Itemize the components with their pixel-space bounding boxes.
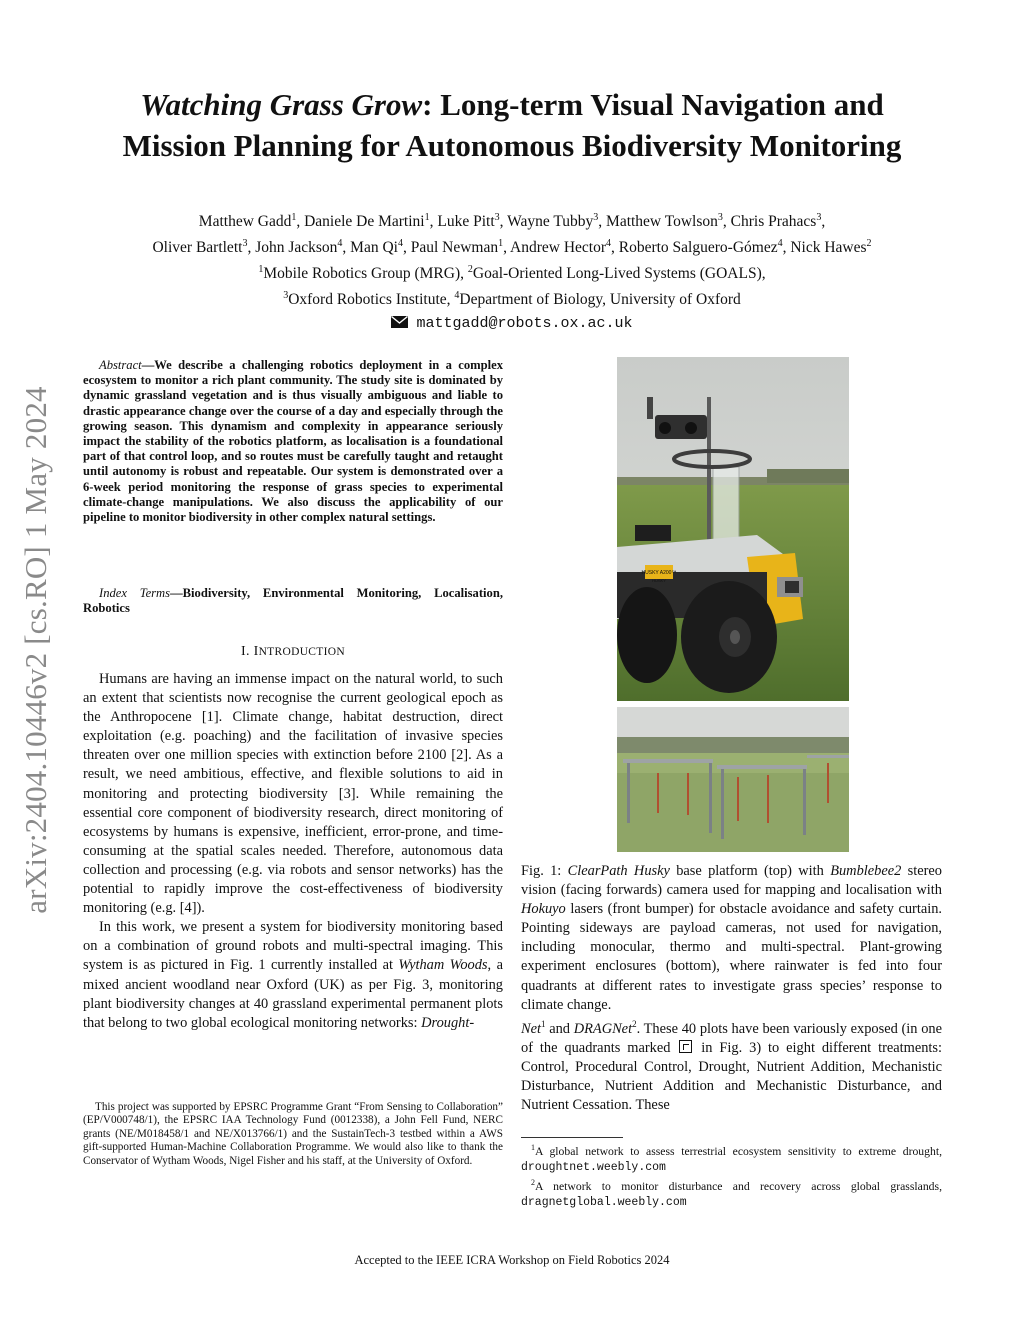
- abstract-label: Abstract: [99, 358, 142, 372]
- author: John Jackson: [255, 239, 338, 257]
- author: Matthew Towlson: [606, 213, 718, 231]
- author-line-1: Matthew Gadd$^1$, Daniele De Martini$^1$, Luke Pitt$^3$, Wayne Tubby$^3$, Matthew Towlson$^3$, Chris Prahacs$^3$,: [198, 212, 826, 231]
- funding-footnote: This project was supported by EPSRC Programme Grant “From Sensing to Collaboration” (EP/V000748/1), the EPSRC IAA Technology Fund (0012338), a John Fell Fund, NERC grants (NE/M018458/1 and NE/X013766/1) and the SustainTech-3 testbed within a AWS gift-supported Human-Machine Collaboration Programme. We would also like to thank the Conservator of Wytham Woods, Nigel Fisher and his staff, at the University of Oxford.: [83, 1101, 503, 1167]
- footnote-1: $^1$A global network to assess terrestrial ecosystem sensitivity to extreme drought, droughtnet.weebly.com: [521, 1143, 942, 1174]
- title-italic: Watching Grass Grow: [140, 87, 423, 122]
- author: Matthew Gadd: [198, 213, 292, 231]
- author: Luke Pitt: [437, 213, 495, 231]
- index-terms-label: Index Terms: [99, 586, 171, 600]
- affiliation-line-1: $^1$Mobile Robotics Group (MRG), $^2$Goal-Oriented Long-Lived Systems (GOALS),: [258, 264, 766, 283]
- author: Nick Hawes: [790, 239, 867, 257]
- author-block: [60, 207, 964, 335]
- title-line2: Mission Planning for Autonomous Biodiversity Monitoring: [122, 128, 902, 163]
- section-heading: I. INTRODUCTION: [241, 644, 345, 659]
- index-terms-text: —Biodiversity, Environmental Monitoring, Localisation, Robotics: [83, 586, 503, 616]
- quadrant-icon: [679, 1040, 692, 1053]
- intro-paragraph-1: Humans are having an immense impact on the natural world, to such an extent that scientists now recognise the current geological epoch as the Anthropocene [1]. Climate change, habitat destruction, direct exploitation (e.g. poaching) and the facilitation of invasive species threaten over one million species with extinction before 2100 [2]. As a result, we need ambitious, effective, and flexible solutions to aid in monitoring and protecting biodiversity [3]. While remaining the essential core component of biodiversity research, direct monitoring of ecosystems by humans is expensive, inefficient, error-prone, and time-consuming at the spatial scales needed. Therefore, autonomous data collection and processing (e.g. via robots and sensor networks) has the potential to rapidly improve the cost-effectiveness of biodiversity monitoring (e.g. [4]).: [83, 671, 503, 917]
- envelope-icon: [391, 316, 408, 328]
- email-line: [60, 312, 964, 335]
- page-footer: Accepted to the IEEE ICRA Workshop on Field Robotics 2024: [354, 1253, 670, 1267]
- author: Man Qi: [350, 239, 398, 257]
- author: Paul Newman: [410, 239, 499, 257]
- robot-photo: [617, 357, 849, 701]
- footnote-rule: [521, 1137, 623, 1138]
- footnote-2: $^2$A network to monitor disturbance and recovery across global grasslands, dragnetglobal.weebly.com: [521, 1177, 942, 1209]
- introduction-body: [83, 670, 503, 1033]
- intro-paragraph-2: In this work, we present a system for biodiversity monitoring based on a combination of ground robots and multi-spectral imaging. This system is as pictured in Fig. 1 currently installed at Wytham Woods, a mixed ancient woodland near Oxford (UK) as per Fig. 3, monitoring plant biodiversity changes at 40 grassland experimental permanent plots that belong to two global ecological monitoring networks: Drought-: [83, 919, 503, 1031]
- abstract-text: —We describe a challenging robotics deployment in a complex ecosystem to monitor a rich plant community. The study site is dominated by dynamic grassland vegetation and is thus visually ambiguous and liable to drastic appearance change over the course of a day and especially through the growing season. This dynamism and complexity in appearance seriously impact the stability of the robotics platform, as localisation is a foundational part of that control loop, and so routes must be carefully taught and retaught until autonomy is robust and repeatable. Our system is demonstrated over a 6-week period monitoring the response of grass species to experimental climate-change manipulations. We also discuss the applicability of our pipeline to monitor biodiversity in other complex natural settings.: [83, 358, 503, 525]
- author-email[interactable]: mattgadd@robots.ox.ac.uk: [416, 314, 633, 332]
- author: Oliver Bartlett: [152, 239, 243, 257]
- footnotes: [521, 1140, 942, 1210]
- author-line-2: Oliver Bartlett$^3$, John Jackson$^4$, Man Qi$^4$, Paul Newman$^1$, Andrew Hector$^4$, Roberto Salguero-Gómez$^4$, Nick Hawes$^2$: [152, 238, 872, 257]
- index-terms: [83, 586, 503, 616]
- author: Andrew Hector: [510, 239, 606, 257]
- footnote-1-url[interactable]: droughtnet.weebly.com: [521, 1160, 666, 1174]
- right-column-body: Net$^1$ and DRAGNet$^2$. These 40 plots have been variously exposed (in one of the quadrants marked in Fig. 3) to eight different treatments: Control, Procedural Control, Drought, Nutrient Addition, Mechanistic Disturbance, Nutrient Addition and Mechanistic Disturbance, and Nutrient Cessation. These: [521, 1018, 943, 1113]
- footnote-2-url[interactable]: dragnetglobal.weebly.com: [521, 1195, 687, 1209]
- enclosure-photo: [617, 707, 849, 852]
- arxiv-side-stamp: [6, 350, 66, 950]
- arxiv-id: arXiv:2404.10446v2 [cs.RO] 1 May 2024: [18, 386, 53, 914]
- author: Daniele De Martini: [304, 213, 425, 231]
- abstract: [83, 358, 503, 525]
- affiliation-line-2: $^3$Oxford Robotics Institute, $^4$Department of Biology, University of Oxford: [283, 290, 741, 309]
- paper-title: [60, 84, 964, 166]
- author: Chris Prahacs: [730, 213, 817, 231]
- figure-caption: Fig. 1: ClearPath Husky base platform (top) with Bumblebee2 stereo vision (facing forwards) camera used for mapping and localisation with Hokuyo lasers (front bumper) for obstacle avoidance and safety curtain. Pointing sideways are payload cameras, not used for navigation, including monocular, thermo and multi-spectral. Plant-growing experiment enclosures (bottom), where rainwater is fed into four quadrants at different rates to investigate grass species’ response to climate change. Net$^1$ and DRAGNet$^2$. These 40 plots have been variously exposed (in one of the quadrants marked in Fig. 3) to eight different treatments: Control, Procedural Control, Drought, Nutrient Addition, Mechanistic Disturbance, Nutrient Addition and Mechanistic Disturbance, and Nutrient Cessation. These: [521, 863, 943, 1113]
- robot-sublabel: HUSKY: [652, 578, 666, 583]
- author: Wayne Tubby: [507, 213, 594, 231]
- title-line1-rest: : Long-term Visual Navigation and: [422, 87, 884, 122]
- author: Roberto Salguero-Gómez: [618, 239, 778, 257]
- robot-label: HUSKY A200™: [641, 570, 677, 576]
